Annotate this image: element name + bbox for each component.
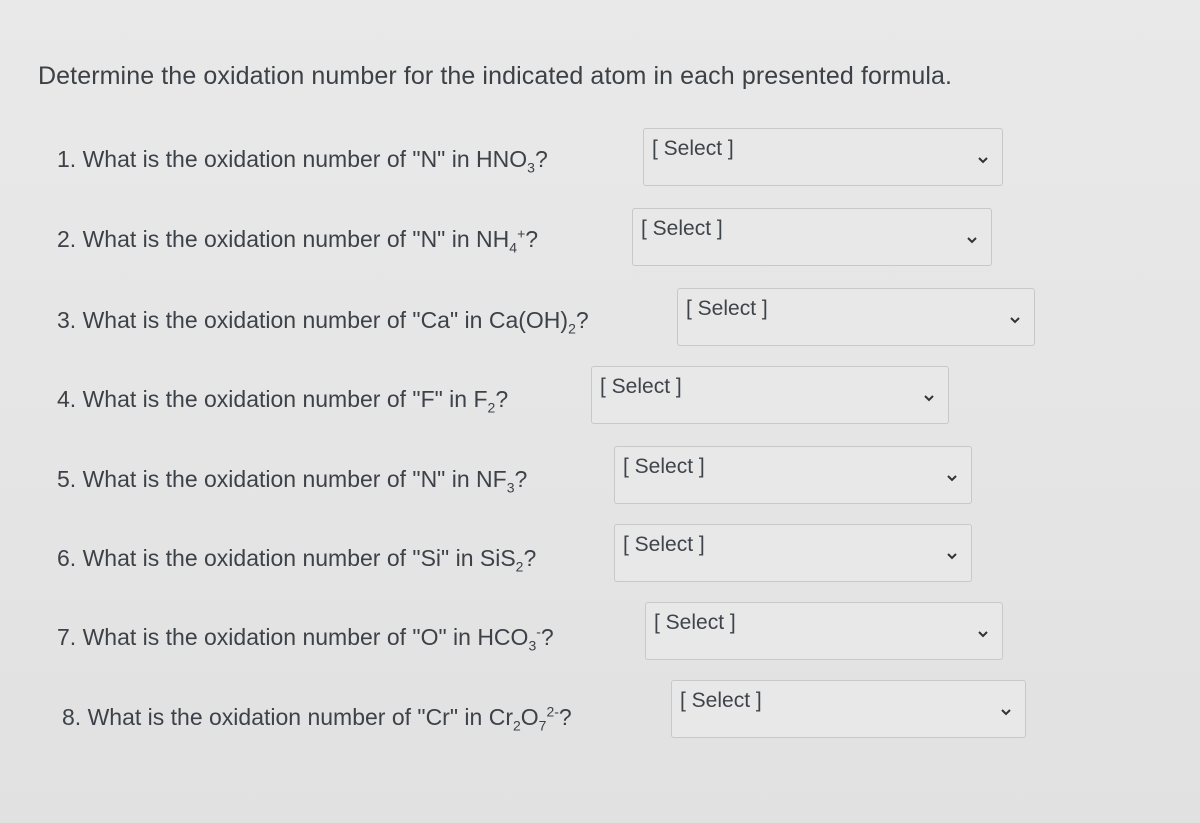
chevron-down-icon — [999, 705, 1013, 719]
question-7: 7. What is the oxidation number of "O" in $HCO_3^-$? — [57, 623, 554, 654]
question-2: 2. What is the oxidation number of "N" in $NH_4^+$? — [57, 225, 539, 256]
answer-select-1[interactable] — [643, 128, 1003, 186]
answer-select-6-value: [ Select ] — [623, 533, 705, 556]
question-4-text: 4. What is the oxidation number of "F" in — [57, 386, 474, 412]
chevron-down-icon — [976, 153, 990, 167]
chevron-down-icon — [965, 233, 979, 247]
answer-select-5[interactable] — [614, 446, 972, 504]
question-4: 4. What is the oxidation number of "F" in $F_2$? — [57, 386, 509, 416]
chevron-down-icon — [945, 471, 959, 485]
answer-select-7-value: [ Select ] — [654, 611, 736, 634]
question-3-text: 3. What is the oxidation number of "Ca" in — [57, 307, 489, 333]
instructions-heading: Determine the oxidation number for the indicated atom in each presented formula. — [38, 62, 953, 90]
chevron-down-icon — [1008, 313, 1022, 327]
question-1: 1. What is the oxidation number of "N" in $HNO_3$? — [57, 146, 548, 176]
answer-select-7[interactable] — [645, 602, 1003, 660]
question-5-formula: $NF_3$ — [476, 466, 515, 496]
chevron-down-icon — [945, 549, 959, 563]
question-8: 8. What is the oxidation number of "Cr" in $Cr_2O_7^{2-}$? — [62, 703, 572, 734]
answer-select-5-value: [ Select ] — [623, 455, 705, 478]
question-1-formula: $HNO_3$ — [476, 146, 535, 176]
answer-select-8-value: [ Select ] — [680, 689, 762, 712]
answer-select-8[interactable] — [671, 680, 1026, 738]
question-5: 5. What is the oxidation number of "N" in $NF_3$? — [57, 466, 528, 496]
chevron-down-icon — [922, 391, 936, 405]
question-3-formula: $Ca(OH)_2$ — [488, 307, 576, 337]
answer-select-3[interactable] — [677, 288, 1035, 346]
question-1-text: 1. What is the oxidation number of "N" in — [57, 146, 477, 172]
question-6-text: 6. What is the oxidation number of "Si" in — [57, 545, 480, 571]
question-7-text: 7. What is the oxidation number of "O" in — [57, 624, 478, 650]
question-3: 3. What is the oxidation number of "Ca" in $Ca(OH)_2$? — [57, 307, 589, 337]
question-2-text: 2. What is the oxidation number of "N" in — [57, 226, 477, 252]
answer-select-4-value: [ Select ] — [600, 375, 682, 398]
question-6-formula: SiS$_2$ — [479, 545, 524, 575]
answer-select-2-value: [ Select ] — [641, 217, 723, 240]
question-5-text: 5. What is the oxidation number of "N" in — [57, 466, 477, 492]
chevron-down-icon — [976, 627, 990, 641]
question-7-formula: $HCO_3^-$ — [477, 623, 541, 654]
answer-select-1-value: [ Select ] — [652, 137, 734, 160]
question-8-formula: $Cr_2O_7^{2-}$ — [488, 703, 559, 734]
question-4-formula: $F_2$ — [473, 386, 496, 416]
question-6: 6. What is the oxidation number of "Si" in SiS$_2$? — [57, 545, 537, 575]
answer-select-6[interactable] — [614, 524, 972, 582]
question-8-text: 8. What is the oxidation number of "Cr" in — [62, 704, 489, 730]
answer-select-3-value: [ Select ] — [686, 297, 768, 320]
answer-select-2[interactable] — [632, 208, 992, 266]
question-2-formula: $NH_4^+$ — [476, 225, 526, 256]
answer-select-4[interactable] — [591, 366, 949, 424]
